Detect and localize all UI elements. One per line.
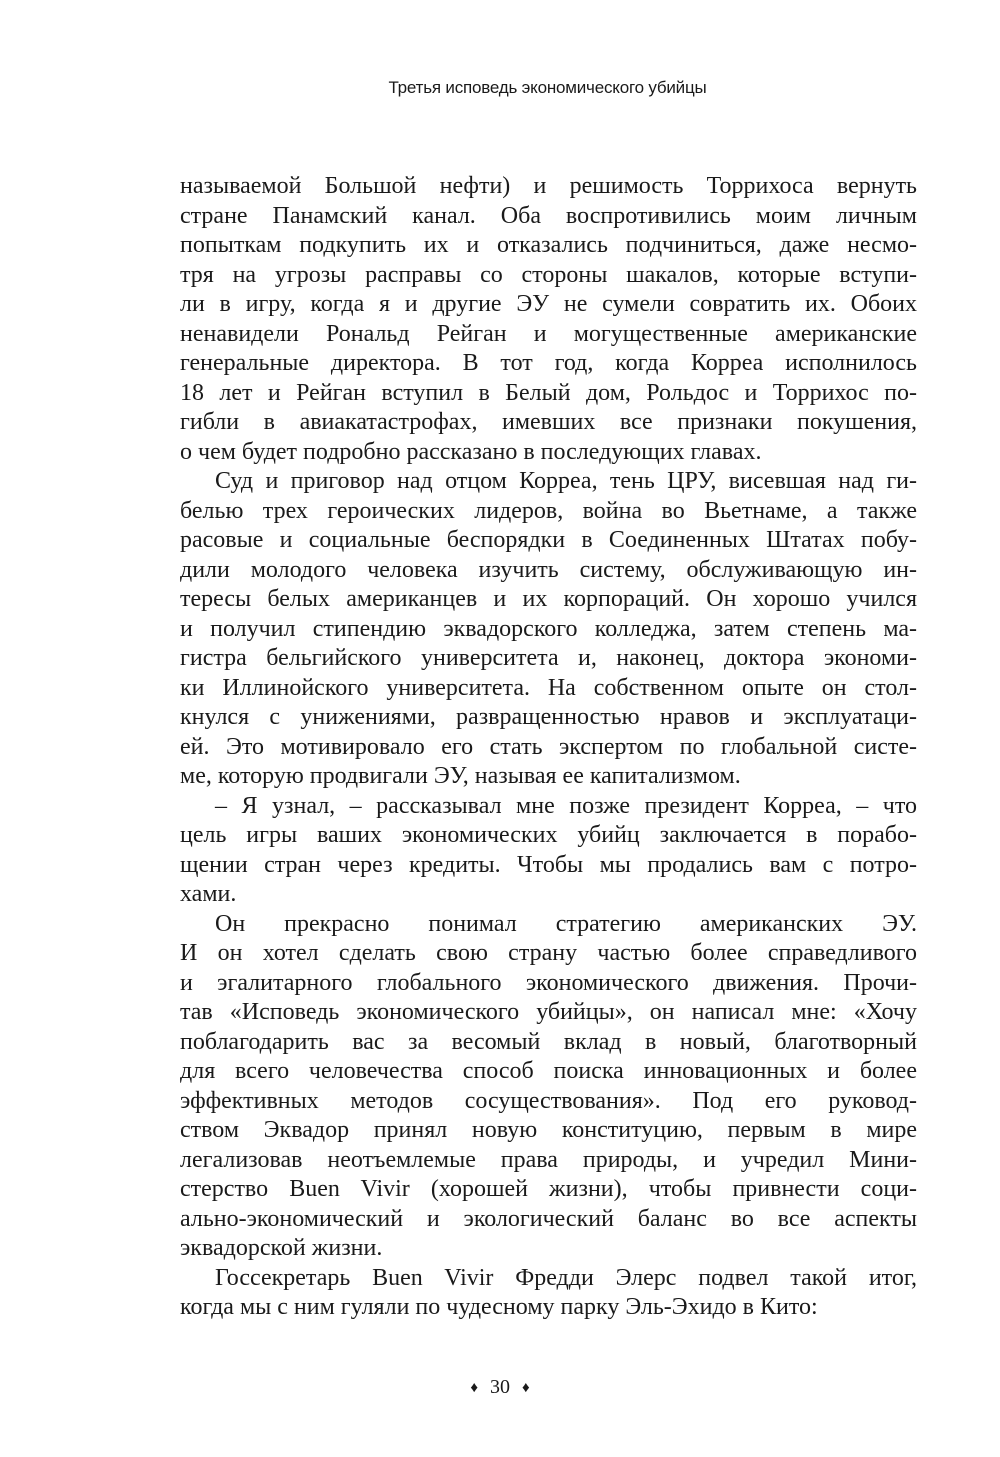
text-line: гистра бельгийского университета и, наконец, доктора экономи- [180, 645, 917, 671]
text-line: тересы белых американцев и их корпораций. Он хорошо учился [180, 586, 917, 612]
text-line: стране Панамский канал. Оба воспротивились моим личным [180, 202, 917, 229]
page-number: 30 [490, 1376, 510, 1398]
text-line: для всего человечества способ поиска инновационных и более [180, 1058, 917, 1084]
text-line: 18 лет и Рейган вступил в Белый дом, Рольдос и Торрихос по- [180, 379, 917, 406]
text-line: кнулся с унижениями, развращенностью нравов и эксплуатаци- [180, 704, 917, 730]
paragraph [180, 172, 917, 467]
text-line: гибли в авиакатастрофах, имевших все признаки покушения, [180, 409, 917, 435]
text-line: хами. [180, 881, 237, 907]
text-line: ме, которую продвигали ЭУ, называя ее капитализмом. [180, 763, 741, 789]
text-line: тря на угрозы расправы со стороны шакалов, которые вступи- [180, 261, 917, 288]
text-line: белью трех героических лидеров, война во Вьетнаме, а также [180, 497, 917, 524]
text-line: И он хотел сделать свою страну частью более справедливого [180, 940, 917, 966]
paragraph [180, 910, 917, 1264]
text-line: цель игры ваших экономических убийц заключается в порабо- [180, 822, 917, 848]
text-line: щении стран через кредиты. Чтобы мы продались вам с потро- [180, 851, 917, 878]
paragraph [180, 467, 917, 792]
text-line: ли в игру, когда я и другие ЭУ не сумели совратить их. Обоих [180, 291, 917, 317]
text-line: эквадорской жизни. [180, 1235, 383, 1261]
text-line: ством Эквадор принял новую конституцию, первым в мире [180, 1117, 917, 1143]
text-line: легализовав неотъемлемые права природы, и учредил Мини- [180, 1146, 917, 1173]
diamond-ornament-icon: ♦ [470, 1380, 478, 1396]
text-line: ки Иллинойского университета. На собственном опыте он стол- [180, 674, 917, 701]
text-line: когда мы с ним гуляли по чудесному парку Эль-Эхидо в Кито: [180, 1294, 818, 1320]
text-line: ально-экономический и экологический баланс во все аспекты [180, 1205, 917, 1232]
paragraph [180, 792, 917, 910]
text-line: стерство Buen Vivir (хорошей жизни), чтобы привнести соци- [180, 1176, 917, 1202]
text-line: тав «Исповедь экономического убийцы», он написал мне: «Хочу [180, 999, 917, 1025]
text-line: Госсекретарь Buen Vivir Фредди Элерс подвел такой итог, [215, 1264, 917, 1291]
text-line: о чем будет подробно рассказано в последующих главах. [180, 438, 762, 465]
text-line: эффективных методов сосуществования». Под его руковод- [180, 1087, 917, 1114]
text-line: поблагодарить вас за весомый вклад в новый, благотворный [180, 1028, 917, 1055]
text-line: ей. Это мотивировало его стать экспертом по глобальной систе- [180, 733, 917, 760]
running-head: Третья исповедь экономического убийцы [388, 78, 707, 97]
text-line: и эгалитарного глобального экономического движения. Прочи- [180, 969, 917, 996]
text-line: называемой Большой нефти) и решимость Торрихоса вернуть [180, 173, 917, 199]
diamond-ornament-icon: ♦ [522, 1380, 530, 1396]
text-line: – Я узнал, – рассказывал мне позже президент Корреа, – что [215, 792, 917, 819]
text-line: генеральные директора. В тот год, когда Корреа исполнилось [180, 350, 917, 376]
text-line: Он прекрасно понимал стратегию американских ЭУ. [215, 910, 917, 937]
body-text [180, 172, 917, 1323]
text-line: Суд и приговор над отцом Корреа, тень ЦРУ, висевшая над ги- [215, 468, 917, 494]
text-line: и получил стипендию эквадорского колледжа, затем степень ма- [180, 615, 917, 642]
text-line: дили молодого человека изучить систему, обслуживающую ин- [180, 556, 917, 583]
text-line: ненавидели Рональд Рейган и могущественные американские [180, 320, 917, 347]
paragraph [180, 1264, 917, 1323]
page-folio [0, 1376, 1000, 1399]
text-line: расовые и социальные беспорядки в Соединенных Штатах побу- [180, 527, 917, 553]
text-line: попыткам подкупить их и отказались подчиниться, даже несмо- [180, 232, 917, 258]
